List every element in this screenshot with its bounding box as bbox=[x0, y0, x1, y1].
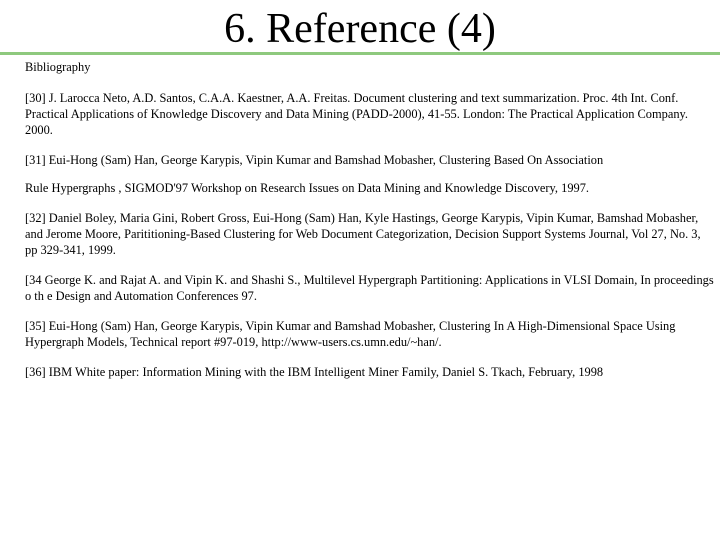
reference-32: [32] Daniel Boley, Maria Gini, Robert Gross, Eui-Hong (Sam) Han, Kyle Hastings, George Karypis, Vipin Kumar, Bamshad Mobasher, and Jerome Moore, Parititioning-Based Clustering for Web Document Categorization, Decision Support Systems Journal, Vol 27, No. 3, pp 329-341, 1999. bbox=[25, 211, 701, 257]
reference-34: [34 George K. and Rajat A. and Vipin K. and Shashi S., Multilevel Hypergraph Partitioning: Applications in VLSI Domain, In proceedings o th e Design and Automation Conferences 97. bbox=[25, 273, 714, 303]
bibliography-section bbox=[25, 59, 715, 394]
bibliography-label: Bibliography bbox=[25, 60, 91, 74]
reference-36: [36] IBM White paper: Information Mining with the IBM Intelligent Miner Family, Daniel S. Tkach, February, 1998 bbox=[25, 365, 604, 379]
title-divider-rule bbox=[0, 52, 720, 55]
reference-30: [30] J. Larocca Neto, A.D. Santos, C.A.A. Kaestner, A.A. Freitas. Document clustering and text summarization. Proc. 4th Int. Conf. Practical Applications of Knowledge Discovery and Data Mining (PADD-2000), 41-55. London: The Practical Application Company. 2000. bbox=[25, 91, 688, 137]
reference-35: [35] Eui-Hong (Sam) Han, George Karypis, Vipin Kumar and Bamshad Mobasher, Clustering In A High-Dimensional Space Using Hypergraph Models, Technical report #97-019, http://www-users.cs.umn.edu/~han/. bbox=[25, 319, 676, 349]
slide-title-text: 6. Reference (4) bbox=[224, 6, 496, 52]
reference-31-line-2: Rule Hypergraphs , SIGMOD'97 Workshop on Research Issues on Data Mining and Knowledge Discovery, 1997. bbox=[25, 181, 590, 195]
reference-31-line-1: [31] Eui-Hong (Sam) Han, George Karypis, Vipin Kumar and Bamshad Mobasher, Clustering Based On Association bbox=[25, 153, 604, 167]
reference-31 bbox=[25, 152, 715, 196]
slide-title bbox=[0, 6, 720, 52]
